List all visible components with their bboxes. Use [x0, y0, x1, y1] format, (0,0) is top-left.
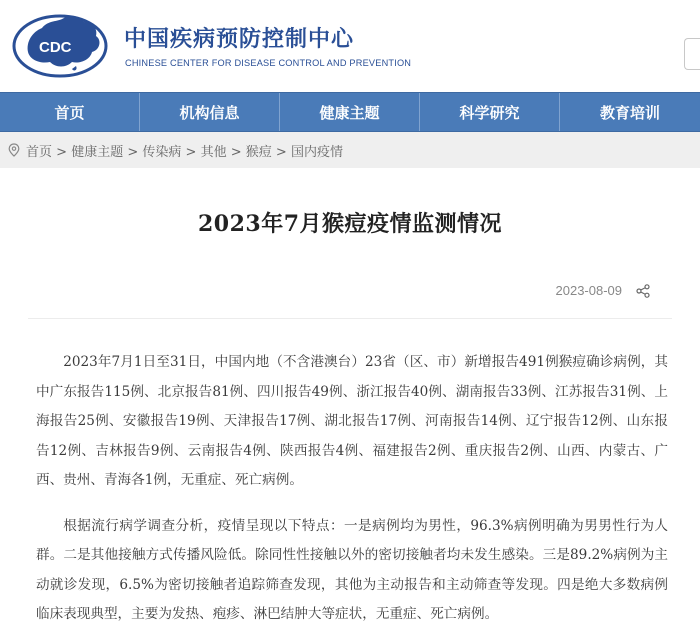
- nav-item-health-topics[interactable]: 健康主题: [280, 93, 420, 131]
- breadcrumb-separator: >: [127, 144, 143, 160]
- breadcrumb: [0, 132, 700, 168]
- search-box-edge[interactable]: [684, 38, 700, 70]
- breadcrumb-separator: >: [56, 144, 72, 160]
- article-paragraph: 根据流行病学调查分析，疫情呈现以下特点：一是病例均为男性，96.3%病例明确为男男性行为人群。二是其他接触方式传播风险低。除同性性接触以外的密切接触者均未发生感染。三是89.2%病例为主动就诊发现，6.5%为密切接触者追踪筛查发现，其他为主动报告和主动筛查等发现。四是绝大多数病例临床表现典型，主要为发热、疱疹、淋巴结肿大等症状，无重症、死亡病例。: [36, 517, 668, 622]
- cdc-logo[interactable]: [10, 8, 114, 80]
- site-header: [0, 0, 700, 92]
- breadcrumb-separator: >: [230, 144, 246, 160]
- cdc-map-logo-icon: [10, 8, 114, 80]
- article-meta: [556, 283, 651, 298]
- breadcrumb-home[interactable]: 首页: [26, 144, 53, 160]
- breadcrumb-domestic[interactable]: 国内疫情: [290, 144, 343, 160]
- share-icon[interactable]: [636, 284, 650, 298]
- breadcrumb-health-topics[interactable]: 健康主题: [71, 144, 124, 160]
- breadcrumb-infectious[interactable]: 传染病: [142, 144, 182, 160]
- logo-text: CDC: [39, 39, 72, 56]
- breadcrumb-mpox[interactable]: 猴痘: [245, 144, 272, 160]
- nav-item-institution[interactable]: 机构信息: [140, 93, 280, 131]
- article-body: [36, 348, 668, 640]
- title-divider: [28, 318, 672, 319]
- breadcrumb-separator: >: [185, 144, 201, 160]
- site-name-en: CHINESE CENTER FOR DISEASE CONTROL AND PREVENTION: [125, 58, 412, 68]
- article-paragraph: 2023年7月1日至31日，中国内地（不含港澳台）23省（区、市）新增报告491例猴痘确诊病例，其中广东报告115例、北京报告81例、四川报告49例、浙江报告40例、湖南报告33例、江苏报告31例、上海报告25例、安徽报告19例、天津报告17例、湖北报告17例、河南报告14例、辽宁报告12例、山东报告12例、吉林报告9例、云南报告4例、陕西报告4例、福建报告2例、重庆报告2例、山西、内蒙古、广西、贵州、青海各1例，无重症、死亡病例。: [36, 354, 668, 488]
- nav-item-education[interactable]: 教育培训: [599, 103, 660, 122]
- article-title: 2023年7月猴痘疫情监测情况: [197, 211, 503, 237]
- main-nav: [0, 92, 700, 132]
- publish-date: 2023-08-09: [555, 283, 622, 298]
- breadcrumb-separator: >: [275, 144, 291, 160]
- site-name-cn: 中国疾病预防控制中心: [124, 27, 355, 52]
- location-pin-icon: [8, 143, 20, 157]
- breadcrumb-trail: [26, 141, 343, 160]
- nav-item-research[interactable]: 科学研究: [420, 93, 560, 131]
- breadcrumb-other[interactable]: 其他: [200, 144, 227, 160]
- nav-item-home[interactable]: 首页: [0, 93, 140, 131]
